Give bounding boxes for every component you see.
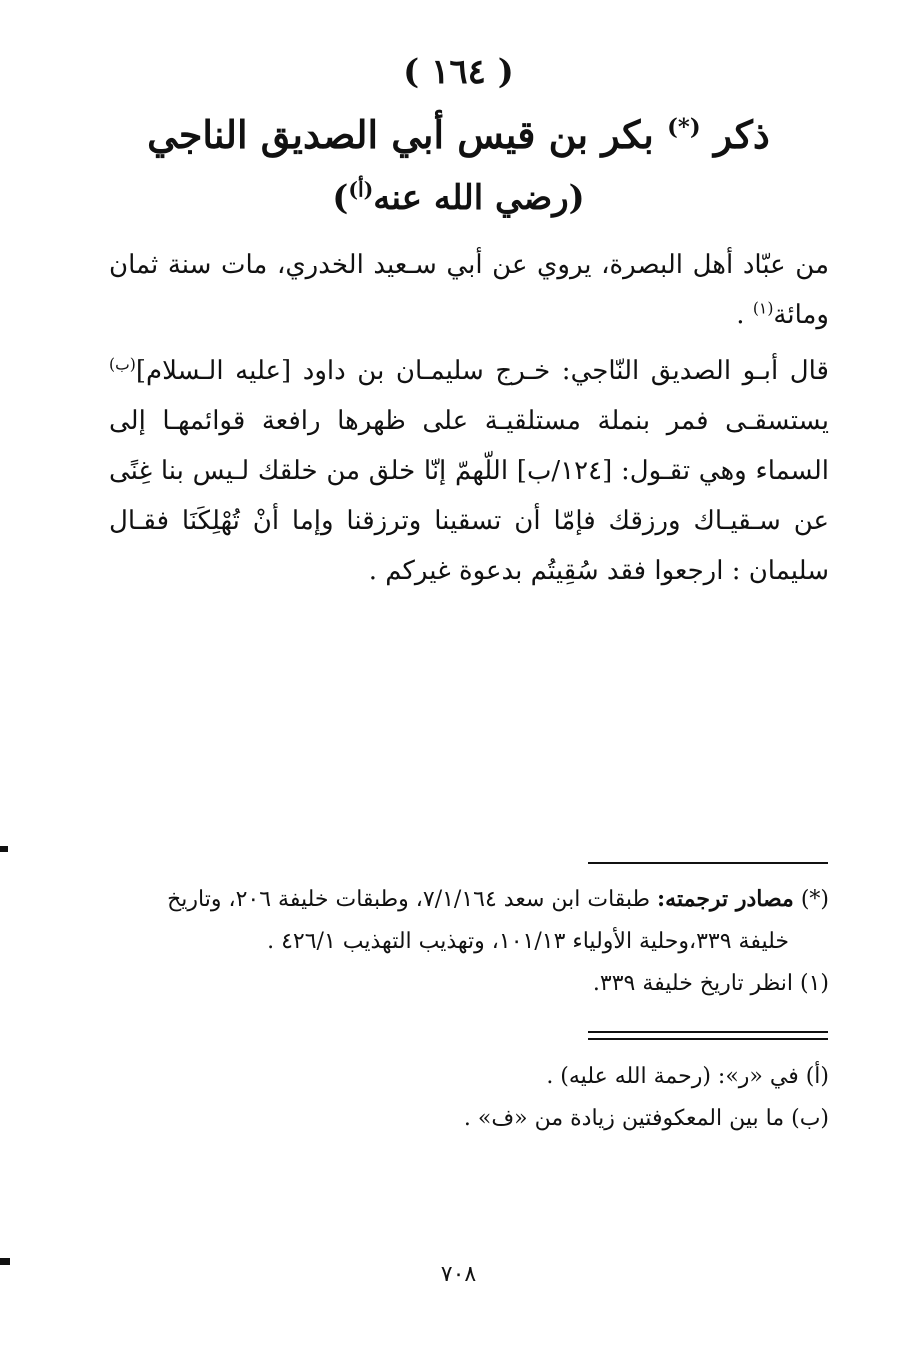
subtitle-marker: (أ) (348, 177, 374, 202)
subtitle-open: ( (568, 178, 585, 218)
entry-number: ( ١٦٤ ) (403, 52, 514, 92)
variant-marker: (أ) (805, 1064, 829, 1089)
entry-subtitle (0, 178, 917, 218)
variant-marker: (ب) (791, 1106, 829, 1131)
paragraph1-end: . (736, 300, 753, 330)
variant-divider-bottom (588, 1038, 828, 1040)
paragraph2-part2: يستسقـى فمر بنملة مستلقيـة على ظهرها رافعة قوائمهـا إلى السماء وهي تقـول: [١٢٤/ب] اللّهمّ إنّا خلق من خلقك لـيس بنا غِنًى عن سـقيـاك ورزقك فإمّا أن تسقينا وترزقنا وإما أنْ تُهْلِكَنَا فقـال سليمان : ارجعوا فقد سُقِيتُم بدعوة غيركم . (109, 406, 829, 586)
footnotes (99, 878, 829, 1005)
variant-note-a (99, 1056, 829, 1098)
variant-note-b (99, 1098, 829, 1140)
footnote-text: طبقات ابن سعد ٧/١/١٦٤، وطبقات خليفة ٢٠٦، وتاريخ (167, 887, 658, 912)
paragraph1-marker: (١) (752, 299, 774, 318)
footnote-continuation-line (99, 921, 829, 963)
entry-title (0, 112, 917, 157)
title-note-marker: (*) (667, 114, 701, 141)
footnote-continuation: خليفة ٣٣٩،وحلية الأولياء ١٠١/١٣، وتهذيب التهذيب ٤٢٦/١ . (267, 929, 789, 954)
scan-margin-mark (0, 1258, 10, 1265)
variant-notes (99, 1056, 829, 1140)
subtitle-close: ) (332, 178, 349, 218)
variant-text: ما بين المعكوفتين زيادة من «ف» . (463, 1106, 792, 1131)
paragraph2-marker: (ب) (109, 355, 136, 374)
paragraph2-part1: قال أبـو الصديق النّاجي: خـرج سليمـان بن داود [عليه الـسلام] (135, 356, 829, 386)
paragraph1-text: من عبّاد أهل البصرة، يروي عن أبي سـعيد الخدري، مات سنة ثمان ومائة (109, 250, 829, 330)
variant-text: في «ر»: (رحمة الله عليه) . (546, 1064, 806, 1089)
subtitle-text: رضي الله عنه (373, 178, 569, 218)
variant-divider-top (588, 1031, 828, 1033)
footnote-marker: (١) (799, 971, 829, 996)
paragraph-narration (109, 346, 829, 596)
footnote-sources (99, 878, 829, 921)
footnote-marker: (*) (800, 887, 829, 912)
footnote-divider (588, 862, 828, 864)
footnote-1 (99, 963, 829, 1005)
footnote-text: انظر تاريخ خليفة ٣٣٩. (592, 971, 800, 996)
title-rest: بكر بن قيس أبي الصديق الناجي (147, 112, 654, 157)
page-number: ٧٠٨ (440, 1262, 477, 1287)
paragraph-biography (109, 240, 829, 340)
scan-margin-mark (0, 846, 8, 852)
footnote-label: مصادر ترجمته: (657, 886, 794, 912)
title-main: ذكر (713, 112, 770, 157)
